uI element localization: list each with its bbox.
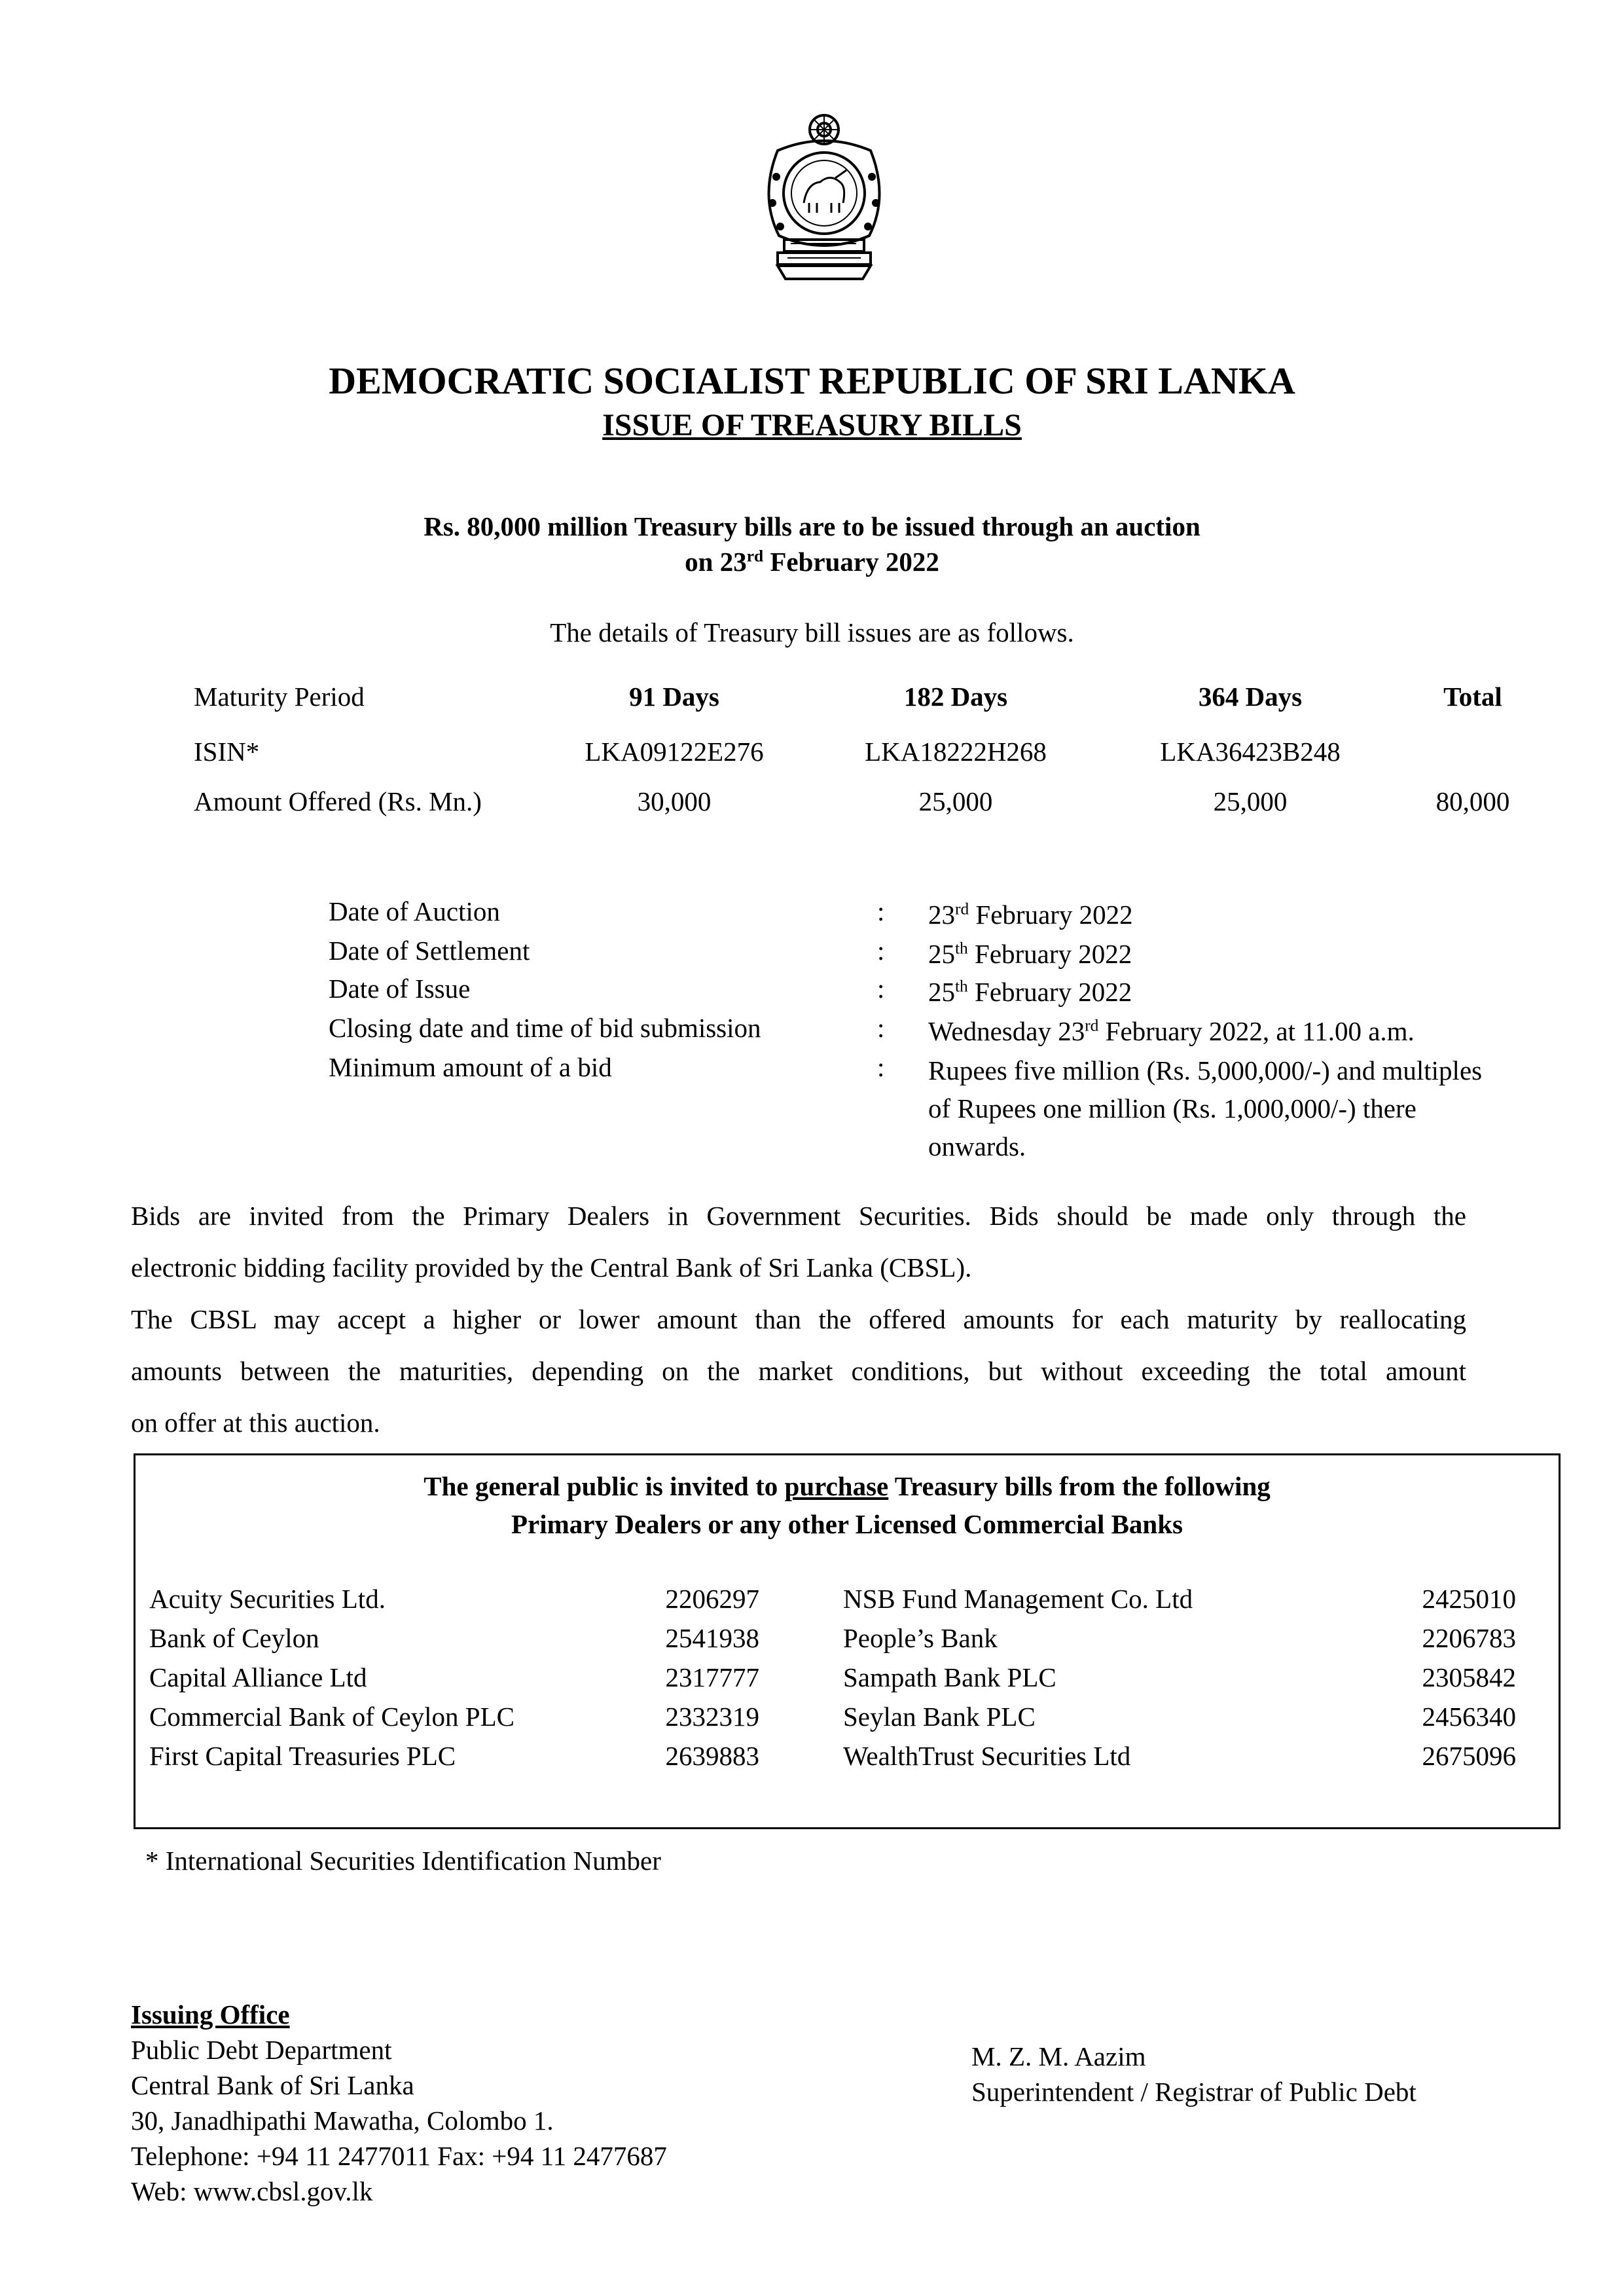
detail-value: 25th February 2022 — [928, 939, 1132, 969]
table-header-cell: 91 Days — [629, 682, 719, 712]
dealers-box-heading: The general public is invited to purchase Treasury bills from the following — [424, 1471, 1271, 1501]
detail-label: Date of Settlement — [329, 936, 530, 966]
dealer-name: First Capital Treasuries PLC — [149, 1741, 456, 1771]
dealer-phone: 2332319 — [665, 1702, 759, 1732]
page-title: DEMOCRATIC SOCIALIST REPUBLIC OF SRI LANKA — [329, 359, 1295, 402]
detail-separator: : — [877, 936, 885, 966]
dealer-name: Bank of Ceylon — [149, 1623, 319, 1653]
detail-separator: : — [877, 1052, 885, 1082]
table-header-cell: 364 Days — [1198, 682, 1303, 712]
table-cell: Amount Offered (Rs. Mn.) — [194, 786, 482, 816]
table-header-cell: 182 Days — [903, 682, 1008, 712]
dealer-name: Acuity Securities Ltd. — [149, 1584, 386, 1614]
detail-separator: : — [877, 896, 885, 926]
table-cell: ISIN* — [194, 737, 260, 767]
table-cell: LKA09122E276 — [585, 737, 764, 767]
dealer-phone: 2305842 — [1422, 1662, 1516, 1692]
table-cell: LKA36423B248 — [1160, 737, 1341, 767]
detail-value: 23rd February 2022 — [928, 900, 1133, 930]
national-emblem-icon — [758, 105, 890, 283]
address-line: Central Bank of Sri Lanka — [131, 2070, 414, 2100]
dealer-name: NSB Fund Management Co. Ltd — [843, 1584, 1193, 1614]
dealer-name: Capital Alliance Ltd — [149, 1662, 367, 1692]
table-header-cell: Maturity Period — [194, 682, 365, 712]
detail-separator: : — [877, 974, 885, 1004]
table-cell: LKA18222H268 — [865, 737, 1047, 767]
signatory-name: M. Z. M. Aazim — [971, 2041, 1146, 2071]
table-header-cell: Total — [1443, 682, 1502, 712]
isin-footnote: * International Securities Identification Number — [145, 1846, 661, 1876]
dealer-phone: 2541938 — [665, 1623, 759, 1653]
address-line: Public Debt Department — [131, 2035, 392, 2065]
table-cell: 25,000 — [918, 786, 993, 816]
website-line: Web: www.cbsl.gov.lk — [131, 2176, 373, 2206]
auction-announcement-line2: on 23rd February 2022 — [685, 547, 939, 577]
signatory-block — [971, 2039, 1416, 2109]
dealer-phone: 2206297 — [665, 1584, 759, 1614]
page-subtitle: ISSUE OF TREASURY BILLS — [602, 408, 1022, 443]
dealer-phone: 2675096 — [1422, 1741, 1516, 1771]
detail-value: Rupees five million (Rs. 5,000,000/-) and multiples of Rupees one million (Rs. 1,000,000/-) there onwards. — [928, 1055, 1483, 1161]
dealer-phone: 2317777 — [665, 1662, 759, 1692]
auction-announcement-line1: Rs. 80,000 million Treasury bills are to be issued through an auction — [424, 511, 1200, 541]
dealer-phone: 2639883 — [665, 1741, 759, 1771]
dealer-phone: 2425010 — [1422, 1584, 1516, 1614]
table-cell: 80,000 — [1435, 786, 1510, 816]
dealer-name: People’s Bank — [843, 1623, 998, 1653]
contact-line: Telephone: +94 11 2477011 Fax: +94 11 2477687 — [131, 2141, 667, 2171]
address-line: 30, Janadhipathi Mawatha, Colombo 1. — [131, 2105, 554, 2136]
dealer-phone: 2456340 — [1422, 1702, 1516, 1732]
detail-value: 25th February 2022 — [928, 977, 1132, 1007]
intro-text: The details of Treasury bill issues are as follows. — [550, 617, 1074, 647]
issuing-office-heading: Issuing Office — [131, 1999, 290, 2030]
detail-value: Wednesday 23rd February 2022, at 11.00 a.m. — [928, 1016, 1415, 1046]
table-cell: 30,000 — [637, 786, 712, 816]
detail-separator: : — [877, 1013, 885, 1043]
signatory-title: Superintendent / Registrar of Public Debt — [971, 2077, 1416, 2107]
issuing-office-block — [131, 1997, 667, 2209]
dealer-phone: 2206783 — [1422, 1623, 1516, 1653]
detail-label: Minimum amount of a bid — [329, 1052, 612, 1082]
dealer-name: Seylan Bank PLC — [843, 1702, 1036, 1732]
detail-label: Closing date and time of bid submission — [329, 1013, 761, 1043]
dealers-box-subheading: Primary Dealers or any other Licensed Commercial Banks — [511, 1509, 1183, 1539]
reallocation-paragraph: The CBSL may accept a higher or lower amount than the offered amounts for each maturity by reallocating amounts between the maturities, depending on the market conditions, but without exceeding the total amount on offer at this auction. — [131, 1304, 1466, 1438]
dealer-name: Commercial Bank of Ceylon PLC — [149, 1702, 514, 1732]
detail-label: Date of Issue — [329, 974, 471, 1004]
dealer-name: WealthTrust Securities Ltd — [843, 1741, 1131, 1771]
detail-label: Date of Auction — [329, 896, 500, 926]
bids-paragraph: Bids are invited from the Primary Dealers in Government Securities. Bids should be made only through the electronic bidding facility provided by the Central Bank of Sri Lanka (CBSL). — [131, 1201, 1466, 1283]
dealer-name: Sampath Bank PLC — [843, 1662, 1056, 1692]
table-cell: 25,000 — [1213, 786, 1288, 816]
